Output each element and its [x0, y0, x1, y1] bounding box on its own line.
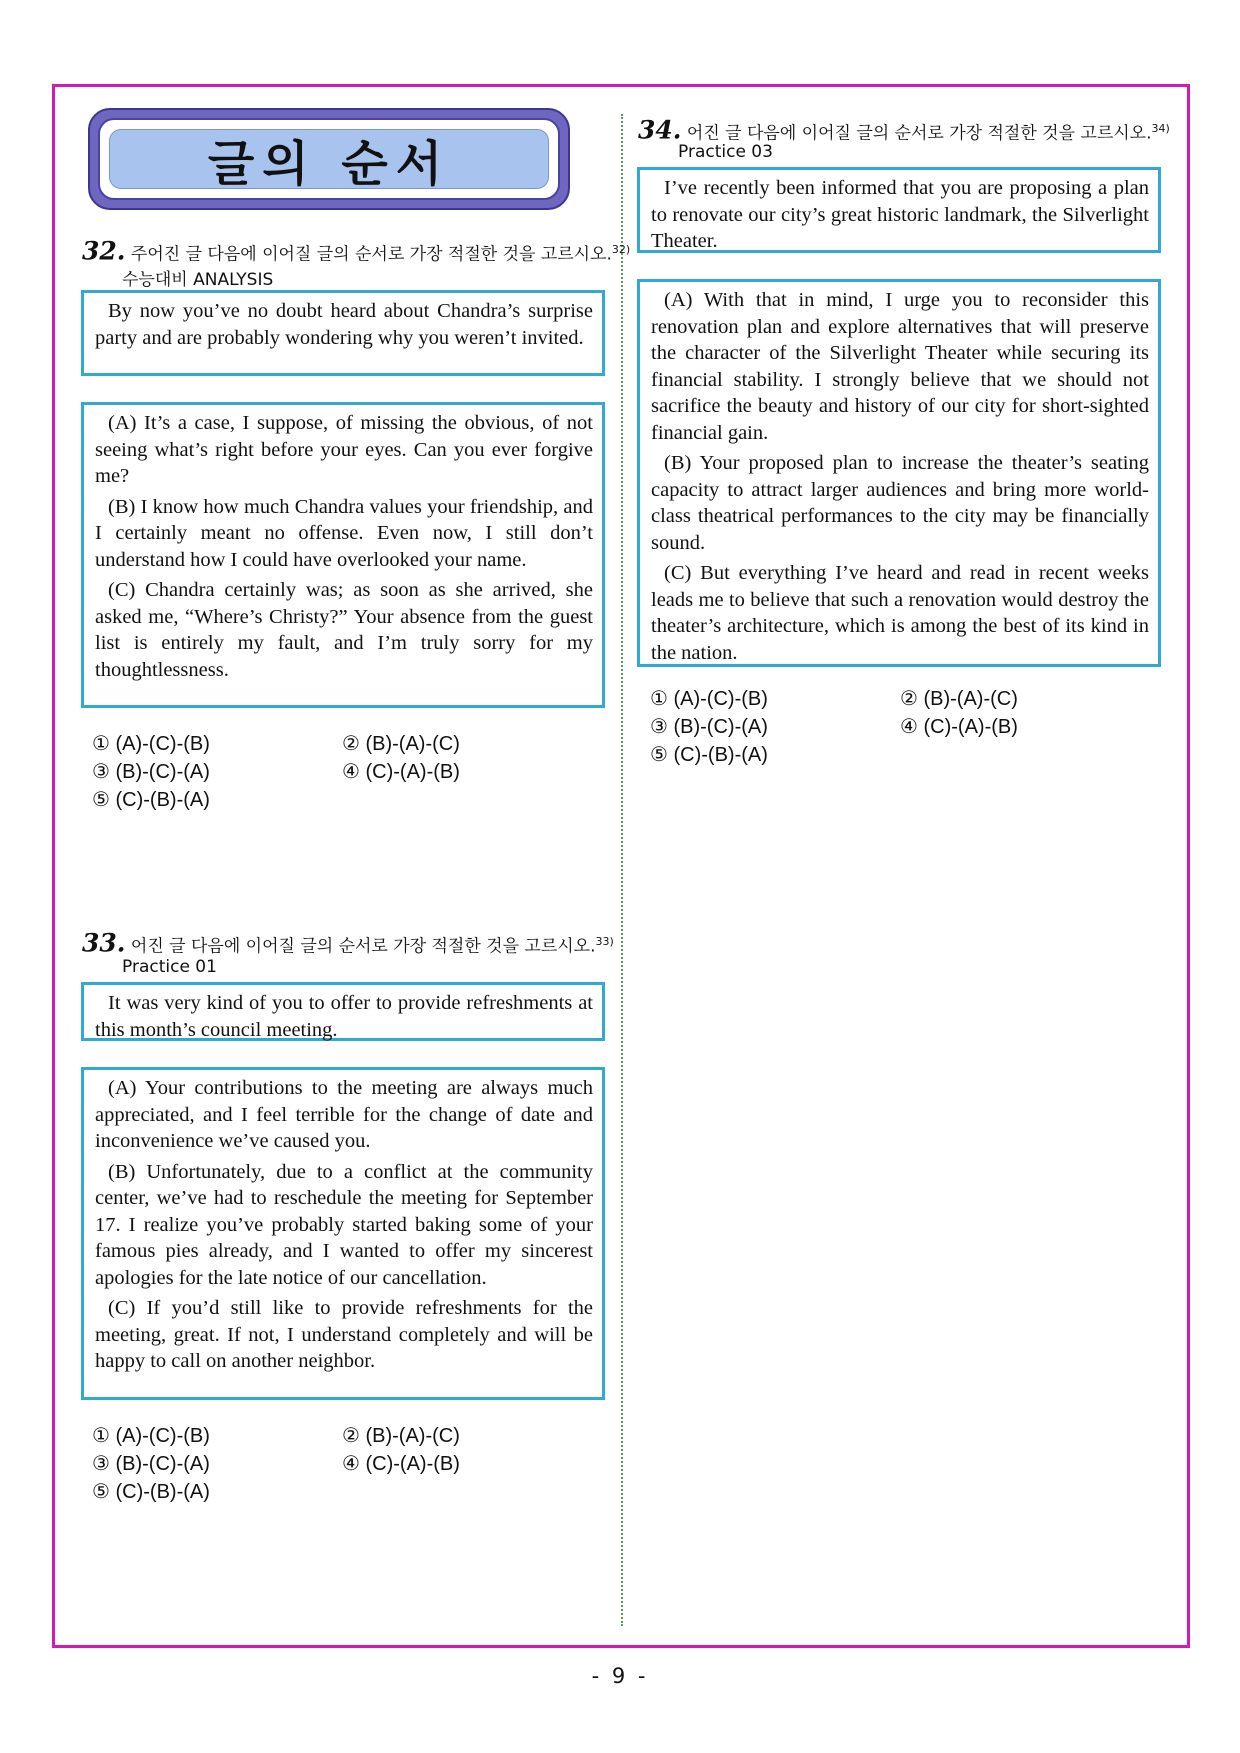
passage-a: (A) It’s a case, I suppose, of missing the obvious, of not seeing what’s right before your eyes. Can you ever forgive me?	[95, 412, 593, 487]
given-paragraph: It was very kind of you to offer to provide refreshments at this month’s council meeting.	[95, 992, 593, 1041]
choice-5[interactable]: ⑤ (C)-(B)-(A)	[650, 744, 768, 766]
choice-3[interactable]: ③ (B)-(C)-(A)	[92, 761, 210, 783]
question-instruction: 어진 글 다음에 이어질 글의 순서로 가장 적절한 것을 고르시오.	[130, 936, 596, 957]
choice-5[interactable]: ⑤ (C)-(B)-(A)	[92, 1481, 210, 1503]
given-paragraph: I’ve recently been informed that you are proposing a plan to renovate our city’s great historic landmark, the Silverlight Theater.	[651, 177, 1149, 252]
choice-2[interactable]: ② (B)-(A)-(C)	[342, 1425, 460, 1447]
question-number: 34.	[638, 115, 682, 145]
column-divider	[621, 114, 623, 1626]
passage-b: (B) I know how much Chandra values your friendship, and I certainly meant no offense. Even now, I still don’t understand how I could have overlooked your name.	[95, 495, 593, 571]
given-paragraph: By now you’ve no doubt heard about Chandra’s surprise party and are probably wondering why you weren’t invited.	[95, 300, 593, 349]
question-instruction: 어진 글 다음에 이어질 글의 순서로 가장 적절한 것을 고르시오.	[686, 123, 1152, 144]
choice-4[interactable]: ④ (C)-(A)-(B)	[900, 716, 1018, 738]
question-34-passages	[637, 279, 1161, 667]
choice-2[interactable]: ② (B)-(A)-(C)	[900, 688, 1018, 710]
question-34-given-text	[637, 167, 1161, 253]
passage-c: (C) If you’d still like to provide refreshments for the meeting, great. If not, I understand completely and will be happy to call on another neighbor.	[95, 1297, 593, 1372]
footnote-marker: 34)	[1151, 122, 1170, 135]
question-33-header	[82, 928, 614, 958]
page-number: - 9 -	[591, 1664, 649, 1688]
question-33-passages	[81, 1067, 605, 1400]
passage-b: (B) Unfortunately, due to a conflict at the community center, we’ve had to reschedule the meeting for September 17. I realize you’ve probably started baking some of your famous pies already, and I wanted to offer my sincerest apologies for the late notice of our cancellation.	[95, 1160, 593, 1289]
choice-2[interactable]: ② (B)-(A)-(C)	[342, 733, 460, 755]
question-instruction: 주어진 글 다음에 이어질 글의 순서로 가장 적절한 것을 고르시오.	[130, 244, 612, 265]
choice-3[interactable]: ③ (B)-(C)-(A)	[650, 716, 768, 738]
question-34-source: Practice 03	[678, 142, 773, 162]
footnote-marker: 32)	[611, 243, 631, 256]
question-number: 32.	[82, 236, 126, 266]
question-33-source: Practice 01	[122, 957, 217, 977]
passage-c: (C) Chandra certainly was; as soon as she arrived, she asked me, “Where’s Christy?” Your absence from the guest list is entirely my fault, and I’m truly sorry for my thoughtlessness.	[95, 579, 593, 681]
question-34-header	[638, 115, 1170, 145]
question-32-given-text	[81, 290, 605, 376]
choice-4[interactable]: ④ (C)-(A)-(B)	[342, 761, 460, 783]
footnote-marker: 33)	[595, 935, 614, 948]
passage-a: (A) With that in mind, I urge you to reconsider this renovation plan and explore alternatives that will preserve the character of the Silverlight Theater while securing its financial stability. I strongly believe that we should not sacrifice the beauty and history of our city for short-sighted financial gain.	[651, 289, 1149, 444]
choice-5[interactable]: ⑤ (C)-(B)-(A)	[92, 789, 210, 811]
choice-1[interactable]: ① (A)-(C)-(B)	[92, 733, 210, 755]
section-title-banner	[88, 108, 570, 210]
question-number: 33.	[82, 928, 126, 958]
section-title: 글의 순서	[207, 135, 451, 192]
choice-3[interactable]: ③ (B)-(C)-(A)	[92, 1453, 210, 1475]
passage-a: (A) Your contributions to the meeting are always much appreciated, and I feel terrible for the change of date and inconvenience we’ve caused you.	[95, 1077, 593, 1152]
choice-1[interactable]: ① (A)-(C)-(B)	[92, 1425, 210, 1447]
choice-4[interactable]: ④ (C)-(A)-(B)	[342, 1453, 460, 1475]
choice-1[interactable]: ① (A)-(C)-(B)	[650, 688, 768, 710]
question-32-source: 수능대비 ANALYSIS	[122, 270, 274, 290]
passage-c: (C) But everything I’ve heard and read in recent weeks leads me to believe that such a renovation would destroy the theater’s architecture, which is among the best of its kind in the nation.	[651, 562, 1149, 664]
passage-b: (B) Your proposed plan to increase the theater’s seating capacity to attract larger audiences and bring more world-class theatrical performances to the city may be financially sound.	[651, 452, 1149, 554]
question-32-passages	[81, 402, 605, 708]
question-33-given-text	[81, 982, 605, 1041]
question-32-header	[82, 236, 631, 266]
